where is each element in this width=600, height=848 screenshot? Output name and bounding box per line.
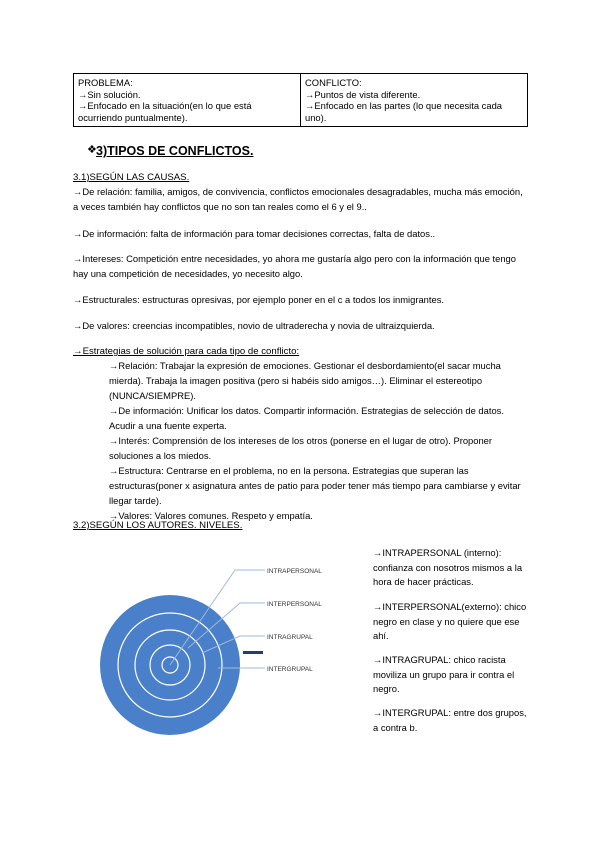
strategy-informacion-text: →De información: Unificar los datos. Compartir información. Estrategias de selección de datos. Acudir a una fuente experta. <box>109 405 504 431</box>
strategy-estructura <box>73 463 528 508</box>
strategy-relacion-text: →Relación: Trabajar la expresión de emociones. Gestionar el desbordamiento(el sacar mucha mierda). Trabaja la imagen positiva (pero si habéis sido amigos…). Eliminar el estereotipo (NUNCA/SIEMPRE). <box>109 360 501 401</box>
causes-heading: 3.1)SEGÚN LAS CAUSAS. <box>73 172 190 183</box>
conflicto-item: →Enfocado en las partes (lo que necesita cada uno). <box>305 100 502 123</box>
problema-cell <box>74 74 301 127</box>
conflicto-item: →Puntos de vista diferente. <box>305 88 421 100</box>
strategy-list <box>73 358 528 523</box>
cause-intereses: →Intereses: Competición entre necesidades, yo ahora me gustaría algo pero con la información que tengo hay una competición de necesidades, yo necesito algo. <box>73 253 516 279</box>
conflicto-title: CONFLICTO: <box>305 77 362 88</box>
comparison-table <box>73 73 528 127</box>
section-title: 3)TIPOS DE CONFLICTOS. <box>96 144 254 158</box>
label-interpersonal: INTERPERSONAL <box>267 601 322 608</box>
accent-bar <box>243 651 263 654</box>
desc-intrapersonal: →INTRAPERSONAL (interno): confianza con nosotros mismos a la hora de hacer prácticas. <box>373 547 523 587</box>
strategy-informacion <box>73 403 528 433</box>
problema-title: PROBLEMA: <box>78 77 133 88</box>
strategies-heading: →Estrategias de solución para cada tipo de conflicto: <box>73 346 300 357</box>
levels-diagram <box>100 540 340 760</box>
cause-valores: →De valores: creencias incompatibles, novio de ultraderecha y novia de ultraizquierda. <box>73 320 435 331</box>
desc-intragrupal: →INTRAGRUPAL: chico racista moviliza un grupo para ir contra el negro. <box>373 654 515 694</box>
cause-estructurales: →Estructurales: estructuras opresivas, por ejemplo poner en el c a todos los inmigrantes. <box>73 294 445 305</box>
label-intrapersonal: INTRAPERSONAL <box>267 568 322 575</box>
diamond-bullet-icon: ❖ <box>87 144 97 156</box>
problema-item: →Enfocado en la situación(en lo que está ocurriendo puntualmente). <box>78 100 252 123</box>
label-intragrupal: INTRAGRUPAL <box>267 634 313 641</box>
strategy-estructura-text: →Estructura: Centrarse en el problema, no en la persona. Estrategias que superan las estructuras(poner x asignatura antes de patio para poder tener más tiempo para cambiarse y evitar llegar tarde). <box>109 465 521 506</box>
conflicto-cell <box>301 74 528 127</box>
label-intergrupal: INTERGRUPAL <box>267 666 313 673</box>
desc-intergrupal: →INTERGRUPAL: entre dos grupos, a contra b. <box>373 707 527 733</box>
strategy-interes <box>73 433 528 463</box>
desc-interpersonal: →INTERPERSONAL(externo): chico negro en clase y no quiere que ese ahí. <box>373 601 527 641</box>
strategy-interes-text: →Interés: Comprensión de los intereses de los otros (ponerse en el lugar de otro). Proponer soluciones a los miedos. <box>109 435 493 461</box>
cause-informacion: →De información: falta de información para tomar decisiones correctas, falta de datos.. <box>73 228 436 239</box>
authors-heading: 3.2)SEGÚN LOS AUTORES. NIVELES. <box>73 520 243 531</box>
strategy-relacion <box>73 358 528 403</box>
problema-item: →Sin solución. <box>78 88 141 100</box>
cause-relacion: →De relación: familia, amigos, de convivencia, conflictos emocionales desagradables, mucha más emoción, a veces también hay conflictos que no son tan reales como el 6 y el 9.. <box>73 186 523 212</box>
strategy-valores-text: →Valores: Valores comunes. Respeto y empatía. <box>109 510 313 521</box>
